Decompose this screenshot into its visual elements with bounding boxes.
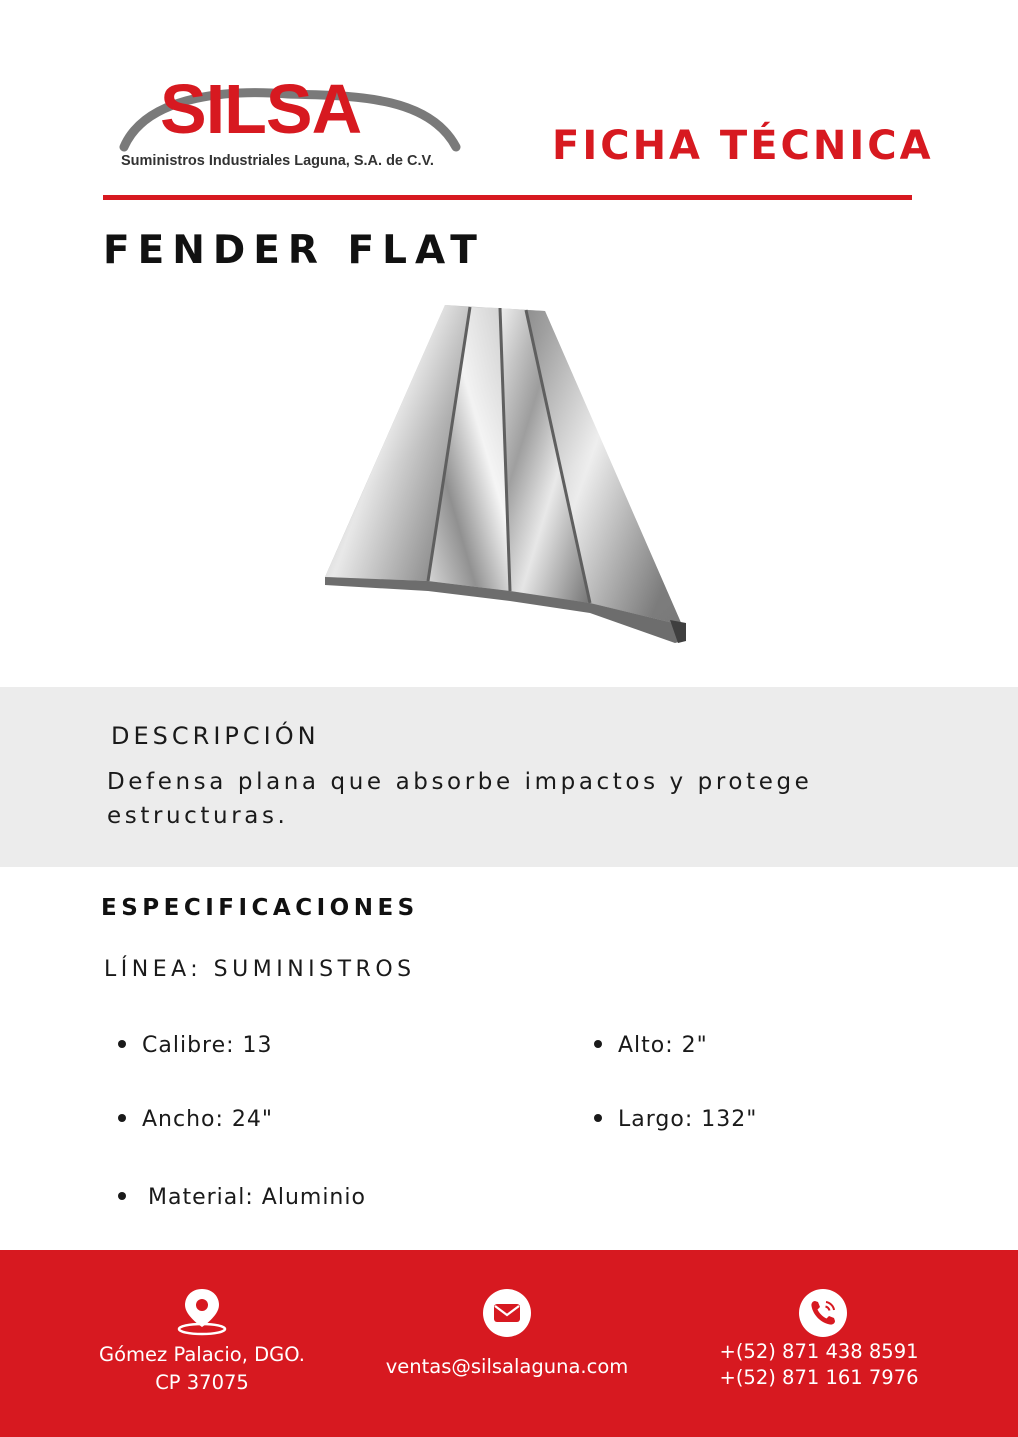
- bullet-icon: [594, 1114, 602, 1122]
- email-icon: [483, 1289, 531, 1337]
- address-line-2: CP 37075: [155, 1371, 249, 1394]
- spec-text: Calibre: 13: [142, 1033, 273, 1058]
- spec-text: Material: Aluminio: [148, 1185, 366, 1210]
- bullet-icon: [118, 1192, 126, 1200]
- description-text: Defensa plana que absorbe impactos y protege estructuras.: [107, 769, 813, 829]
- bullet-icon: [594, 1040, 602, 1048]
- footer-phones: [709, 1339, 929, 1391]
- product-name: FENDER FLAT: [103, 228, 485, 273]
- spec-text: Ancho: 24": [142, 1107, 274, 1132]
- logo-wordmark: SILSA: [160, 70, 362, 148]
- bullet-icon: [118, 1114, 126, 1122]
- spec-text: Largo: 132": [618, 1107, 758, 1132]
- bullet-icon: [118, 1040, 126, 1048]
- aluminum-fender-image: [300, 295, 720, 650]
- spec-item-largo: [594, 1107, 757, 1132]
- spec-item-material: [118, 1185, 366, 1210]
- phone-number-1[interactable]: +(52) 871 438 8591: [719, 1340, 919, 1363]
- description-heading: DESCRIPCIÓN: [111, 722, 320, 750]
- document-title: FICHA TÉCNICA: [552, 123, 934, 169]
- phone-number-2[interactable]: +(52) 871 161 7976: [719, 1366, 919, 1389]
- header-divider: [103, 195, 912, 200]
- logo-subtitle: Suministros Industriales Laguna, S.A. de C.V.: [121, 153, 434, 169]
- product-image: [300, 295, 720, 650]
- spec-text: Alto: 2": [618, 1033, 708, 1058]
- specifications-heading: ESPECIFICACIONES: [101, 895, 419, 921]
- location-pin-icon: [176, 1287, 228, 1337]
- spec-item-alto: [594, 1033, 708, 1058]
- spec-item-calibre: [118, 1033, 273, 1058]
- phone-icon: [799, 1289, 847, 1337]
- footer-address: [82, 1341, 322, 1397]
- product-line-label: LÍNEA: SUMINISTROS: [104, 957, 416, 982]
- spec-item-ancho: [118, 1107, 273, 1132]
- footer-email[interactable]: ventas@silsalaguna.com: [385, 1355, 629, 1378]
- address-line-1: Gómez Palacio, DGO.: [98, 1343, 306, 1366]
